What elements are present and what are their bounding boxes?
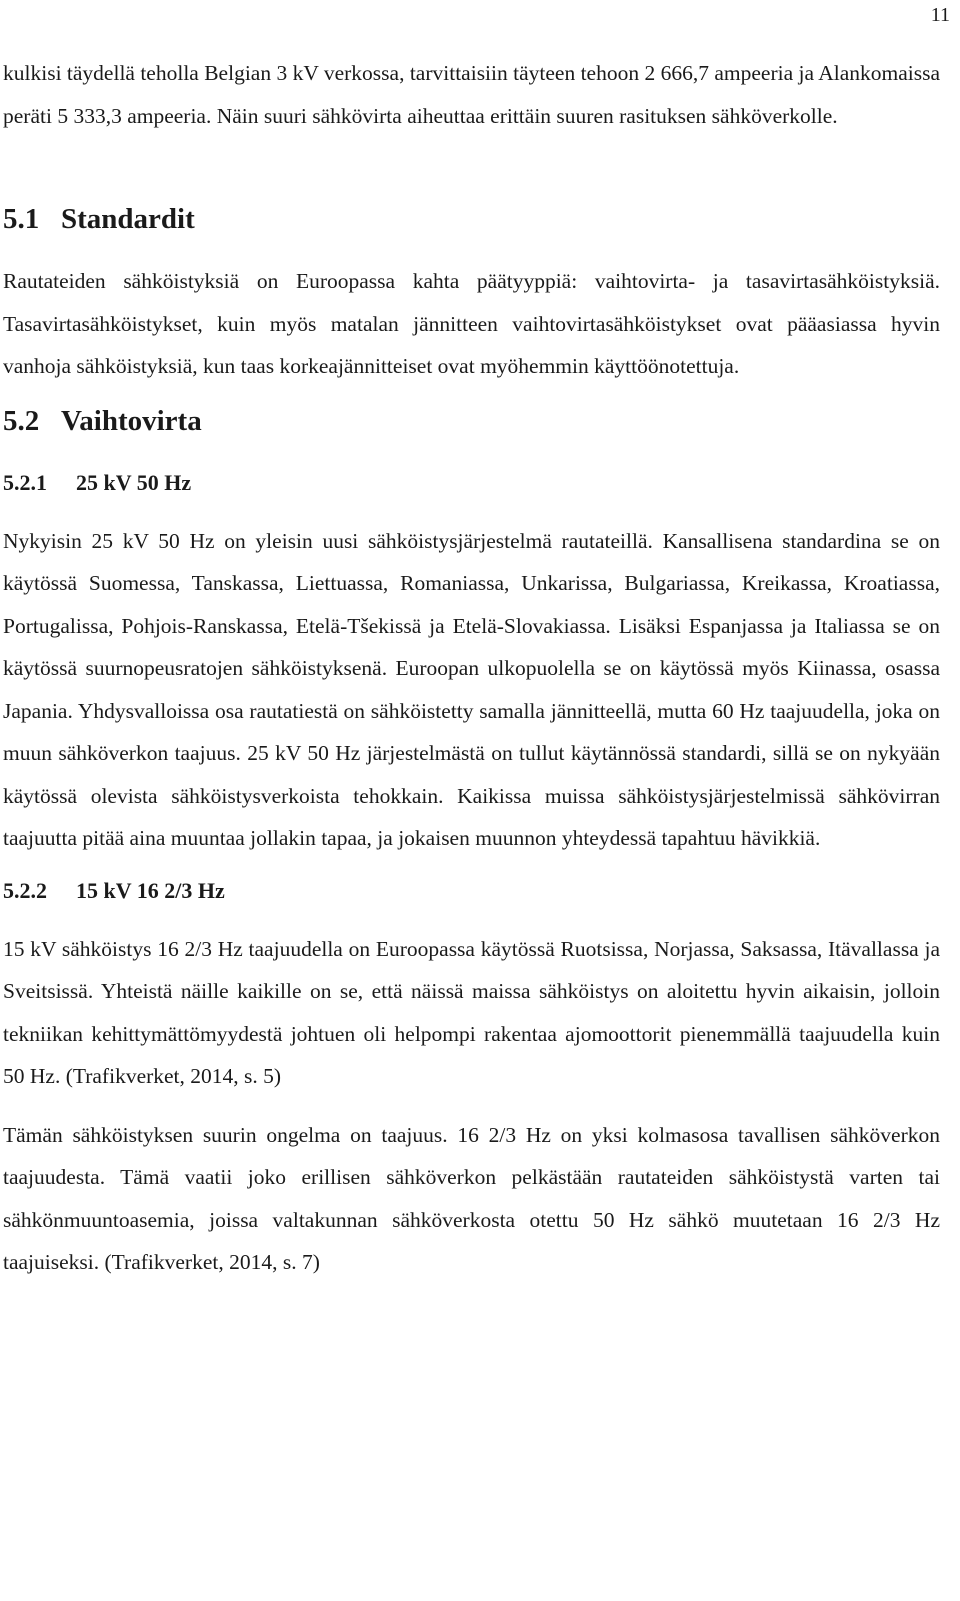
heading-5-2-2 [3,876,940,906]
paragraph-25kv: Nykyisin 25 kV 50 Hz on yleisin uusi sähköistysjärjestelmä rautateillä. Kansallisena standardina se on käytössä Suomessa, Tanskassa, Liettuassa, Romaniassa, Unkarissa, Bulgariassa, Kreikassa, Kroatiassa, Portugalissa, Pohjois-Ranskassa, Etelä-Tšekissä ja Etelä-Slovakiassa. Lisäksi Espanjassa ja Italiassa se on käytössä suurnopeusratojen sähköistyksenä. Euroopan ulkopuolella se on käytössä myös Kiinassa, osassa Japania. Yhdysvalloissa osa rautatiestä on sähköistetty samalla jännitteellä, mutta 60 Hz taajuudella, joka on muun sähköverkon taajuus. 25 kV 50 Hz järjestelmästä on tullut käytännössä standardi, sillä se on nykyään käytössä olevista sähköistysverkoista tehokkain. Kaikissa muissa sähköistysjärjestelmissä sähkövirran taajuutta pitää aina muuntaa jollakin tapaa, ja jokaisen muunnon yhteydessä tapahtuu hävikkiä. [3,528,940,850]
paragraph-intro: kulkisi täydellä teholla Belgian 3 kV verkossa, tarvittaisiin täyteen tehoon 2 666,7 ampeeria ja Alankomaissa peräti 5 333,3 ampeeria. Näin suuri sähkövirta aiheuttaa erittäin suuren rasituksen sähköverkolle. [3,61,941,128]
page-number: 11 [930,4,950,26]
heading-title: 15 kV 16 2/3 Hz [76,877,225,903]
heading-number: 5.2.2 [3,877,47,903]
heading-5-1 [3,202,940,236]
paragraph-frequency-problem: Tämän sähköistyksen suurin ongelma on taajuus. 16 2/3 Hz on yksi kolmasosa tavallisen sähköverkon taajuudesta. Tämä vaatii joko erillisen sähköverkon pelkästään rautateiden sähköistystä varten tai sähkönmuuntoasemia, joissa valtakunnan sähköverkosta otettu 50 Hz sähkö muutetaan 16 2/3 Hz taajuiseksi. (Trafikverket, 2014, s. 7) [3,1122,940,1274]
paragraph-15kv: 15 kV sähköistys 16 2/3 Hz taajuudella on Euroopassa käytössä Ruotsissa, Norjassa, Saksassa, Itävallassa ja Sveitsissä. Yhteistä näille kaikille on se, että näissä maissa sähköistys on aloitettu hyvin aikaisin, jolloin tekniikan kehittymättömyydestä johtuen oli helpompi rakentaa ajomoottorit pienemmällä taajuudella kuin 50 Hz. (Trafikverket, 2014, s. 5) [3,936,940,1088]
heading-title: Standardit [61,203,195,235]
heading-5-2-1 [3,468,940,498]
heading-title: 25 kV 50 Hz [76,469,192,495]
document-body [3,52,940,1284]
heading-number: 5.1 [3,203,40,235]
heading-5-2 [3,404,940,438]
heading-number: 5.2 [3,404,40,437]
heading-number: 5.2.1 [3,469,47,495]
paragraph-standards: Rautateiden sähköistyksiä on Euroopassa kahta päätyyppiä: vaihtovirta- ja tasavirtasähköistyksiä. Tasavirtasähköistykset, kuin myös matalan jännitteen vaihtovirtasähköistykset ovat pääasiassa hyvin vanhoja sähköistyksiä, kun taas korkeajännitteiset ovat myöhemmin käyttöönotettuja. [3,269,940,378]
heading-title: Vaihtovirta [61,404,202,437]
